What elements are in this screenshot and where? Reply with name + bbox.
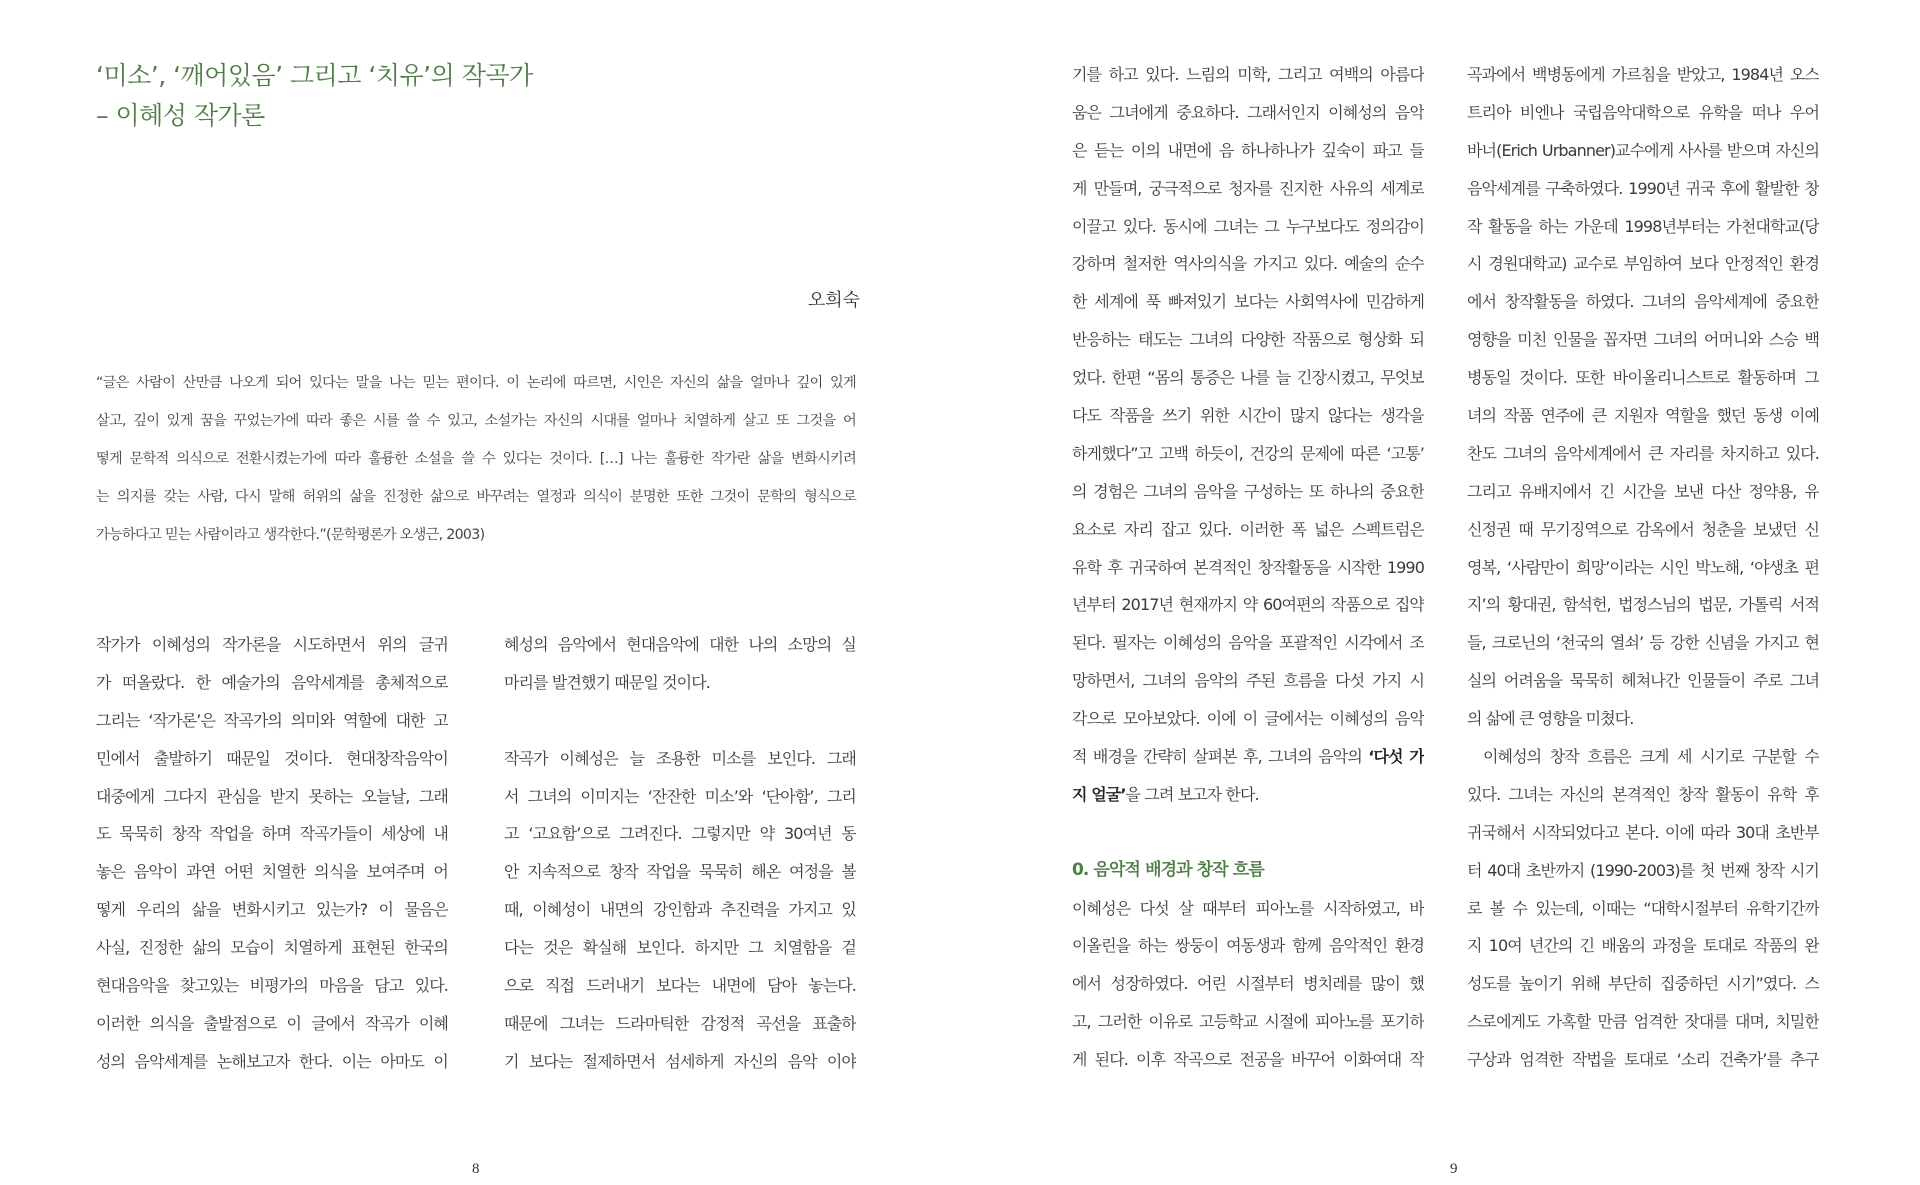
article-title [96, 56, 856, 136]
text-line: 작 활동을 하는 가운데 1998년부터는 가천대학교(당 [1467, 216, 1819, 236]
text-line: 성의 음악세계를 논해보고자 한다. 이는 아마도 이 [96, 1051, 448, 1071]
text-line: 때, 이혜성이 내면의 강인함과 추진력을 가지고 있 [504, 900, 856, 920]
text-line: 병동일 것이다. 또한 바이올리니스트로 활동하며 그 [1467, 368, 1819, 388]
title-line-2: – 이혜성 작가론 [96, 101, 265, 130]
text-line: 실의 어려움을 묵묵히 헤쳐나간 인물들이 주로 그녀 [1467, 671, 1819, 691]
text-line: 게 만들며, 궁극적으로 청자를 진지한 사유의 세계로 [1072, 178, 1424, 198]
text-span: 을 그려 보고자 한다. [1125, 784, 1259, 804]
text-line: 터 40대 초반까지 (1990-2003)를 첫 번째 창작 시기 [1467, 860, 1819, 880]
author-name: 오희숙 [807, 290, 860, 311]
text-line: 들, 크로닌의 ‘천국의 열쇠’ 등 강한 신념을 가지고 현 [1467, 633, 1819, 653]
section-heading: 0. 음악적 배경과 창작 흐름 [1072, 859, 1264, 880]
text-line: 영향을 미친 인물을 꼽자면 그녀의 어머니와 스승 백 [1467, 330, 1819, 350]
text-line: 반응하는 태도는 그녀의 다양한 작품으로 형상화 되 [1072, 330, 1424, 350]
text-line: 요소로 자리 잡고 있다. 이러한 폭 넓은 스펙트럼은 [1072, 519, 1424, 539]
text-line: 때문에 그녀는 드라마틱한 감정적 곡선을 표출하 [504, 1013, 856, 1033]
text-line [1072, 738, 1424, 776]
text-line: 귀국해서 시작되었다고 본다. 이에 따라 30대 초반부 [1467, 822, 1819, 842]
text-line: 트리아 비엔나 국립음악대학으로 유학을 떠나 우어 [1467, 102, 1819, 122]
text-line: 이올린을 하는 쌍둥이 여동생과 함께 음악적인 환경 [1072, 936, 1424, 956]
text-line: 의 삶에 큰 영향을 미쳤다. [1467, 709, 1634, 729]
text-line: 은 듣는 이의 내면에 음 하나하나가 깊숙이 파고 들 [1072, 140, 1424, 160]
text-line: 안 지속적으로 창작 작업을 묵묵히 해온 여정을 볼 [504, 862, 856, 882]
text-line: 게 된다. 이후 작곡으로 전공을 바꾸어 이화여대 작 [1072, 1050, 1424, 1070]
text-line: 구상과 엄격한 작법을 토대로 ‘소리 건축가’를 추구 [1467, 1050, 1819, 1070]
text-line: 시 경원대학교) 교수로 부임하여 보다 안정적인 환경 [1467, 254, 1819, 274]
text-column-2 [504, 626, 856, 1081]
text-column-3 [1072, 56, 1424, 1079]
text-line: 혜성의 음악에서 현대음악에 대한 나의 소망의 실 [504, 635, 856, 654]
text-line: 민에서 출발하기 때문일 것이다. 현대창작음악이 [96, 748, 448, 768]
text-line: 그리는 ‘작가론’은 작곡가의 의미와 역할에 대한 고 [96, 710, 448, 730]
text-line: 한 세계에 푹 빠져있기 보다는 사회역사에 민감하게 [1072, 292, 1424, 312]
text-line: 었다. 한편 “몸의 통증은 나를 늘 긴장시켰고, 무엇보 [1072, 368, 1424, 388]
text-line: 마리를 발견했기 때문일 것이다. [504, 672, 710, 692]
text-line: 지 10여 년간의 긴 배움의 과정을 토대로 작품의 완 [1467, 936, 1819, 956]
text-line: 에서 창작활동을 하였다. 그녀의 음악세계에 중요한 [1467, 292, 1819, 312]
text-line: 고, 그러한 이유로 고등학교 시절에 피아노를 포기하 [1072, 1012, 1424, 1032]
text-line: 그리고 유배지에서 긴 시간을 보낸 다산 정약용, 유 [1467, 481, 1819, 501]
text-line: 이끌고 있다. 동시에 그녀는 그 누구보다도 정의감이 [1072, 216, 1424, 236]
text-line: 강하며 철저한 역사의식을 가지고 있다. 예술의 순수 [1072, 254, 1424, 274]
quote-line: 가능하다고 믿는 사람이라고 생각한다.”(문학평론가 오생근, 2003) [96, 527, 485, 543]
text-line: 의 경험은 그녀의 음악을 구성하는 또 하나의 중요한 [1072, 481, 1424, 501]
text-line: 있다. 그녀는 자신의 본격적인 창작 활동이 유학 후 [1467, 784, 1819, 804]
text-line: 유학 후 귀국하여 본격적인 창작활동을 시작한 1990 [1072, 557, 1424, 577]
text-line: 작가가 이혜성의 작가론을 시도하면서 위의 글귀 [96, 635, 448, 654]
title-line-1: ‘미소’, ‘깨어있음’ 그리고 ‘치유’의 작곡가 [96, 61, 533, 90]
text-line: 된다. 필자는 이혜성의 음악을 포괄적인 시각에서 조 [1072, 633, 1424, 653]
text-line: 떻게 우리의 삶을 변화시키고 있는가? 이 물음은 [96, 900, 448, 920]
text-line: 서 그녀의 이미지는 ‘잔잔한 미소’와 ‘단아함’, 그리 [504, 786, 856, 806]
text-line: 현대음악을 찾고있는 비평가의 마음을 담고 있다. [96, 976, 448, 996]
text-line: 놓은 음악이 과연 어떤 치열한 의식을 보여주며 어 [96, 862, 448, 882]
text-line: 신정권 때 무기징역으로 감옥에서 청춘을 보냈던 신 [1467, 519, 1819, 539]
page-number-left: 8 [472, 1161, 480, 1177]
text-line: 다도 작품을 쓰기 위한 시간이 많지 않다는 생각을 [1072, 406, 1424, 426]
text-line: 지’의 황대권, 함석헌, 법정스님의 법문, 가톨릭 서적 [1467, 595, 1819, 615]
text-line [1072, 776, 1424, 814]
text-line: 음악세계를 구축하였다. 1990년 귀국 후에 활발한 창 [1467, 178, 1819, 198]
text-line: 망하면서, 그녀의 음악의 주된 흐름을 다섯 가지 시 [1072, 671, 1424, 691]
quote-line: 살고, 깊이 있게 꿈을 꾸었는가에 따라 좋은 시를 쓸 수 있고, 소설가는 자신의 시대를 얼마나 치열하게 살고 또 그것을 어 [96, 413, 856, 429]
text-column-4 [1467, 56, 1819, 1079]
text-line: 기 보다는 절제하면서 섬세하게 자신의 음악 이야 [504, 1051, 856, 1071]
text-line: 도 묵묵히 창작 작업을 하며 작곡가들이 세상에 내 [96, 824, 448, 844]
text-line: 가 떠올랐다. 한 예술가의 음악세계를 총체적으로 [96, 672, 448, 692]
quote-line: “글은 사람이 산만큼 나오게 되어 있다는 말을 나는 믿는 편이다. 이 논리에 따르면, 시인은 자신의 삶을 얼마나 깊이 있게 [96, 375, 856, 391]
text-line: 대중에게 그다지 관심을 받지 못하는 오늘날, 그래 [96, 786, 448, 806]
text-line: 로 볼 수 있는데, 이때는 “대학시절부터 유학기간까 [1467, 898, 1819, 918]
page-number-right: 9 [1450, 1161, 1458, 1177]
quote-line: 는 의지를 갖는 사람, 다시 말해 허위의 삶을 진정한 삶으로 바꾸려는 열정과 의식이 분명한 또한 그것이 문학의 형식으로 [96, 489, 856, 505]
text-line: 기를 하고 있다. 느림의 미학, 그리고 여백의 아름다 [1072, 65, 1424, 84]
text-line: 스로에게도 가혹할 만큼 엄격한 잣대를 대며, 치밀한 [1467, 1012, 1819, 1032]
text-line: 움은 그녀에게 중요하다. 그래서인지 이혜성의 음악 [1072, 102, 1424, 122]
text-line: 다는 것은 확실해 보인다. 하지만 그 치열함을 겉 [504, 938, 856, 958]
epigraph-quote [96, 364, 856, 554]
quote-line: 떻게 문학적 의식으로 전환시켰는가에 따라 훌륭한 소설을 쓸 수 있다는 것이다. […] 나는 훌륭한 작가란 삶을 변화시키려 [96, 451, 856, 467]
text-line: 영복, ‘사람만이 희망’이라는 시인 박노해, ‘야생초 편 [1467, 557, 1819, 577]
text-line: 이혜성의 창작 흐름은 크게 세 시기로 구분할 수 [1483, 747, 1819, 767]
text-line: 고 ‘고요함’으로 그려진다. 그렇지만 약 30여년 동 [504, 824, 856, 844]
text-line: 각으로 모아보았다. 이에 이 글에서는 이혜성의 음악 [1072, 709, 1424, 729]
text-line: 바너(Erich Urbanner)교수에게 사사를 받으며 자신의 [1467, 140, 1819, 160]
emphasis-text: ‘다섯 가 [1368, 747, 1424, 767]
text-line: 이러한 의식을 출발점으로 이 글에서 작곡가 이혜 [96, 1013, 448, 1033]
text-line: 으로 직접 드러내기 보다는 내면에 담아 놓는다. [504, 976, 856, 996]
text-line: 녀의 작품 연주에 큰 지원자 역할을 했던 동생 이예 [1467, 406, 1819, 426]
text-line: 사실, 진정한 삶의 모습이 치열하게 표현된 한국의 [96, 938, 448, 958]
text-line: 성도를 높이기 위해 부단히 집중하던 시기”였다. 스 [1467, 974, 1819, 994]
text-line: 작곡가 이혜성은 늘 조용한 미소를 보인다. 그래 [504, 748, 856, 768]
text-line: 년부터 2017년 현재까지 약 60여편의 작품으로 집약 [1072, 595, 1424, 615]
text-line: 에서 성장하였다. 어린 시절부터 병치레를 많이 했 [1072, 974, 1424, 994]
text-line: 이혜성은 다섯 살 때부터 피아노를 시작하였고, 바 [1072, 898, 1424, 918]
emphasis-text: 지 얼굴’ [1072, 784, 1126, 804]
text-line: 하게했다”고 고백 하듯이, 건강의 문제에 따른 ‘고통’ [1072, 443, 1424, 463]
text-line: 곡과에서 백병동에게 가르침을 받았고, 1984년 오스 [1467, 65, 1819, 84]
text-span: 적 배경을 간략히 살펴본 후, 그녀의 음악의 [1072, 747, 1369, 767]
text-line: 찬도 그녀의 음악세계에서 큰 자리를 차지하고 있다. [1467, 443, 1819, 463]
text-column-1 [96, 626, 448, 1081]
